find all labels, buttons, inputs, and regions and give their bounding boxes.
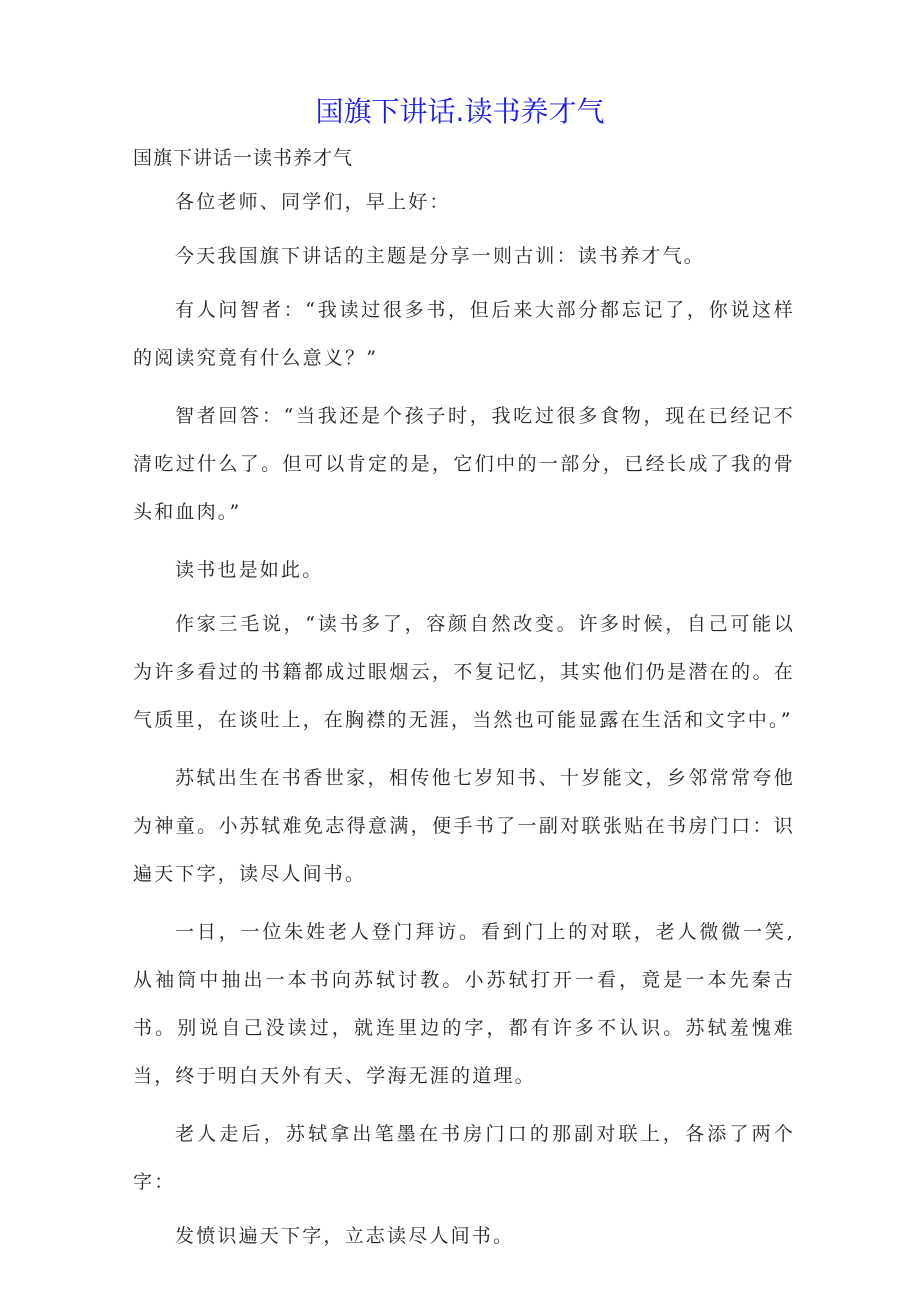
document-body bbox=[133, 140, 795, 1266]
paragraph-answer: 智者回答：“当我还是个孩子时，我吃过很多食物，现在已经记不清吃过什么了。但可以肯定的是，它们中的一部分，已经长成了我的骨头和血肉。” bbox=[133, 405, 795, 523]
paragraph-sushi-childhood: 苏轼出生在书香世家，相传他七岁知书、十岁能文，乡邻常常夸他为神童。小苏轼难免志得意满，便手书了一副对联张贴在书房门口：识遍天下字，读尽人间书。 bbox=[133, 767, 795, 885]
paragraph-question: 有人问智者：“我读过很多书，但后来大部分都忘记了，你说这样的阅读究竟有什么意义？” bbox=[133, 299, 795, 369]
paragraph-reading-same: 读书也是如此。 bbox=[175, 559, 324, 581]
paragraph-new-couplet: 发愤识遍天下字，立志读尽人间书。 bbox=[175, 1225, 515, 1247]
paragraph-topic: 今天我国旗下讲话的主题是分享一则古训：读书养才气。 bbox=[175, 245, 706, 267]
paragraph-sanmao: 作家三毛说，“读书多了，容颜自然改变。许多时候，自己可能以为许多看过的书籍都成过眼烟云，不复记忆，其实他们仍是潜在的。在气质里，在谈吐上，在胸襟的无涯，当然也可能显露在生活和文字中。” bbox=[133, 613, 795, 731]
paragraph-added-words: 老人走后，苏轼拿出笔墨在书房门口的那副对联上，各添了两个字： bbox=[133, 1123, 795, 1193]
paragraph-greeting: 各位老师、同学们，早上好： bbox=[175, 191, 451, 213]
paragraph-old-man-visit: 一日，一位朱姓老人登门拜访。看到门上的对联，老人微微一笑,从袖筒中抽出一本书向苏轼讨教。小苏轼打开一看，竟是一本先秦古书。别说自己没读过，就连里边的字，都有许多不认识。苏轼羞愧难当，终于明白天外有天、学海无涯的道理。 bbox=[133, 921, 795, 1087]
document-subtitle: 国旗下讲话一读书养才气 bbox=[133, 147, 354, 169]
document-title: 国旗下讲话.读书养才气 bbox=[315, 95, 605, 128]
